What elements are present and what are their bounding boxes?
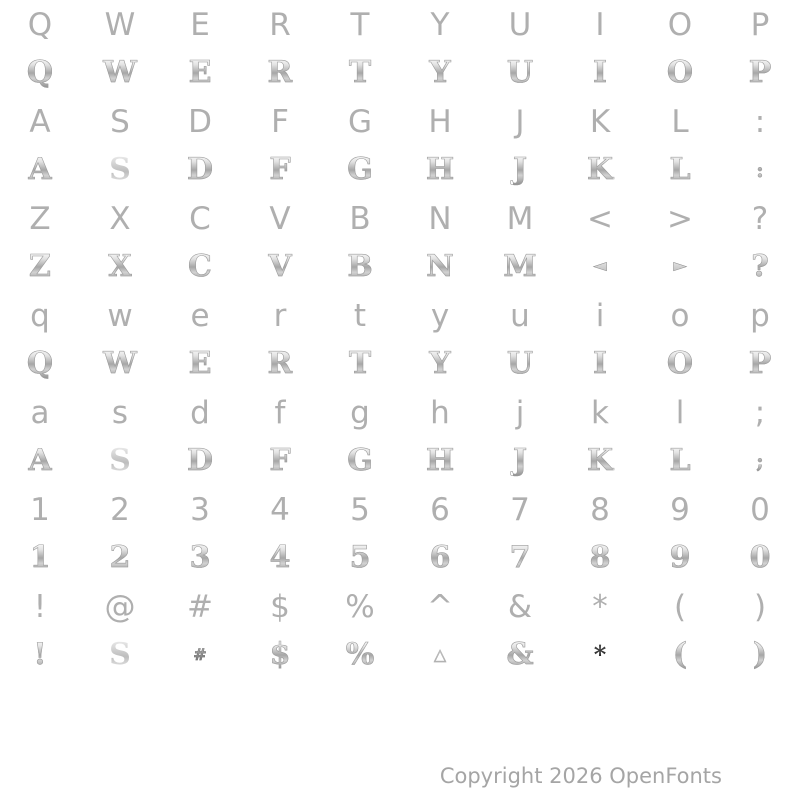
glyph-plain: D — [188, 104, 212, 140]
glyph-fancy: T — [348, 345, 372, 381]
pair-block-row-symbols — [0, 582, 800, 679]
glyph-fancy: S — [109, 442, 131, 478]
glyph-fancy: ! — [33, 636, 47, 672]
glyph-plain: C — [189, 201, 211, 237]
glyph-fancy: Y — [429, 345, 451, 381]
glyph-fancy: ◄ — [593, 256, 607, 276]
glyph-fancy: & — [506, 636, 534, 672]
glyph-plain: 4 — [270, 492, 290, 528]
plain-char-row — [0, 293, 800, 340]
glyph-fancy: H — [425, 151, 455, 187]
glyph-fancy: E — [188, 54, 212, 90]
glyph-plain: $ — [270, 589, 290, 625]
glyph-fancy: O — [666, 54, 694, 90]
glyph-fancy: F — [269, 151, 291, 187]
glyph-plain: 5 — [350, 492, 370, 528]
pair-block-row-qwertyuiop-upper — [0, 0, 800, 97]
glyph-fancy: O — [666, 345, 694, 381]
glyph-fancy: : — [756, 157, 764, 182]
glyph-fancy: X — [108, 248, 132, 284]
glyph-plain: S — [110, 104, 130, 140]
glyph-fancy: K — [586, 442, 614, 478]
glyph-plain: K — [589, 104, 611, 140]
fancy-char-row — [0, 534, 800, 581]
glyph-plain: 9 — [670, 492, 690, 528]
glyph-fancy: ; — [756, 448, 764, 473]
plain-char-row — [0, 196, 800, 243]
glyph-plain: ; — [754, 395, 766, 431]
glyph-fancy: W — [103, 345, 137, 381]
glyph-plain: y — [430, 298, 450, 334]
glyph-plain: r — [273, 298, 287, 334]
fancy-char-row — [0, 146, 800, 193]
glyph-fancy: 3 — [189, 539, 211, 575]
glyph-plain: T — [350, 7, 370, 43]
glyph-plain: k — [591, 395, 609, 431]
glyph-fancy: A — [28, 151, 52, 187]
glyph-plain: P — [750, 7, 770, 43]
glyph-plain: @ — [104, 589, 136, 625]
glyph-fancy: $ — [269, 636, 291, 672]
pair-block-row-digits — [0, 485, 800, 582]
glyph-plain: Z — [29, 201, 51, 237]
glyph-fancy: I — [592, 345, 608, 381]
glyph-fancy: ► — [673, 256, 687, 276]
glyph-fancy: D — [186, 151, 213, 187]
glyph-plain: d — [190, 395, 210, 431]
glyph-plain: 1 — [30, 492, 50, 528]
fancy-char-row — [0, 437, 800, 484]
glyph-plain: W — [104, 7, 136, 43]
glyph-fancy: 4 — [269, 539, 291, 575]
fancy-char-row — [0, 243, 800, 290]
glyph-fancy: D — [186, 442, 213, 478]
pair-block-row-asdfghjkl-colon — [0, 97, 800, 194]
plain-char-row — [0, 2, 800, 49]
plain-char-row — [0, 584, 800, 631]
glyph-fancy: R — [267, 54, 293, 90]
glyph-plain: o — [670, 298, 690, 334]
glyph-plain: Q — [27, 7, 53, 43]
glyph-fancy: M — [503, 248, 537, 284]
glyph-plain: G — [347, 104, 373, 140]
glyph-plain: j — [515, 395, 525, 431]
glyph-plain: 8 — [590, 492, 610, 528]
glyph-plain: & — [507, 589, 533, 625]
glyph-fancy: W — [103, 54, 137, 90]
plain-char-row — [0, 487, 800, 534]
glyph-fancy: F — [269, 442, 291, 478]
glyph-fancy: L — [669, 151, 691, 187]
glyph-plain: M — [506, 201, 534, 237]
glyph-fancy: 8 — [589, 539, 611, 575]
glyph-fancy: 5 — [349, 539, 371, 575]
glyph-fancy: ? — [751, 248, 769, 284]
glyph-fancy: 2 — [109, 539, 131, 575]
glyph-plain: E — [190, 7, 210, 43]
glyph-plain: V — [269, 201, 291, 237]
glyph-fancy: # — [193, 644, 207, 664]
glyph-plain: X — [109, 201, 131, 237]
glyph-fancy: B — [347, 248, 373, 284]
glyph-fancy: U — [506, 345, 534, 381]
glyph-plain: 6 — [430, 492, 450, 528]
glyph-plain: N — [428, 201, 452, 237]
glyph-plain: p — [750, 298, 770, 334]
glyph-plain: 2 — [110, 492, 130, 528]
glyph-fancy: R — [267, 345, 293, 381]
glyph-plain: % — [345, 589, 375, 625]
glyph-fancy: S — [109, 636, 131, 672]
fancy-char-row — [0, 340, 800, 387]
glyph-plain: U — [508, 7, 532, 43]
glyph-fancy: I — [592, 54, 608, 90]
glyph-plain: ) — [753, 589, 767, 625]
copyright-text: Copyright 2026 OpenFonts — [439, 764, 722, 788]
glyph-fancy: ) — [752, 636, 768, 672]
glyph-plain: 3 — [190, 492, 210, 528]
glyph-plain: h — [430, 395, 450, 431]
glyph-fancy: Z — [29, 248, 51, 284]
glyph-plain: ! — [33, 589, 47, 625]
glyph-plain: f — [274, 395, 286, 431]
glyph-plain: ( — [673, 589, 687, 625]
glyph-fancy: 9 — [669, 539, 691, 575]
glyph-fancy: G — [347, 442, 373, 478]
glyph-fancy: P — [748, 345, 772, 381]
glyph-fancy: P — [748, 54, 772, 90]
glyph-fancy: 7 — [509, 539, 531, 575]
glyph-plain: w — [107, 298, 133, 334]
glyph-plain: q — [30, 298, 50, 334]
glyph-fancy: 1 — [29, 539, 51, 575]
glyph-fancy: H — [425, 442, 455, 478]
glyph-plain: l — [675, 395, 685, 431]
plain-char-row — [0, 390, 800, 437]
glyph-plain: F — [271, 104, 289, 140]
glyph-plain: J — [515, 104, 525, 140]
glyph-fancy: K — [586, 151, 614, 187]
glyph-plain: 7 — [510, 492, 530, 528]
glyph-plain: # — [187, 589, 213, 625]
glyph-plain: s — [111, 395, 129, 431]
glyph-plain: g — [350, 395, 370, 431]
glyph-plain: 0 — [750, 492, 770, 528]
fancy-char-row — [0, 49, 800, 96]
glyph-plain: : — [754, 104, 766, 140]
glyph-fancy: 0 — [749, 539, 771, 575]
glyph-fancy: ( — [672, 636, 688, 672]
glyph-fancy: E — [188, 345, 212, 381]
pair-block-row-zxcvbnm-angle-question — [0, 194, 800, 291]
glyph-fancy: △ — [433, 644, 447, 664]
glyph-plain: L — [671, 104, 689, 140]
glyph-plain: H — [428, 104, 452, 140]
pair-block-row-asdfghjkl-semicolon — [0, 388, 800, 485]
glyph-plain: e — [190, 298, 210, 334]
glyph-plain: > — [667, 201, 693, 237]
glyph-fancy: V — [268, 248, 292, 284]
glyph-plain: t — [353, 298, 367, 334]
glyph-fancy: T — [348, 54, 372, 90]
glyph-fancy: Y — [429, 54, 451, 90]
glyph-plain: * — [592, 589, 608, 625]
glyph-plain: I — [595, 7, 605, 43]
glyph-fancy: Q — [26, 54, 54, 90]
glyph-plain: Y — [430, 7, 450, 43]
glyph-plain: < — [587, 201, 613, 237]
fancy-char-row — [0, 631, 800, 678]
glyph-plain: A — [29, 104, 51, 140]
glyph-fancy: L — [669, 442, 691, 478]
glyph-fancy: U — [506, 54, 534, 90]
glyph-fancy: S — [109, 151, 131, 187]
plain-char-row — [0, 99, 800, 146]
glyph-plain: ^ — [427, 589, 453, 625]
glyph-fancy: J — [512, 151, 528, 187]
glyph-fancy: A — [28, 442, 52, 478]
glyph-plain: u — [510, 298, 530, 334]
glyph-fancy: % — [345, 636, 375, 672]
glyph-fancy: 6 — [429, 539, 451, 575]
glyph-plain: B — [349, 201, 371, 237]
glyph-plain: i — [595, 298, 605, 334]
glyph-fancy: C — [188, 248, 212, 284]
glyph-fancy: * — [593, 639, 607, 669]
glyph-fancy: J — [512, 442, 528, 478]
glyph-plain: R — [269, 7, 291, 43]
glyph-fancy: G — [347, 151, 373, 187]
pair-block-row-qwertyuiop-lower — [0, 291, 800, 388]
glyph-fancy: N — [426, 248, 454, 284]
glyph-plain: a — [30, 395, 50, 431]
glyph-fancy: Q — [26, 345, 54, 381]
glyph-plain: ? — [751, 201, 769, 237]
glyph-plain: O — [667, 7, 693, 43]
